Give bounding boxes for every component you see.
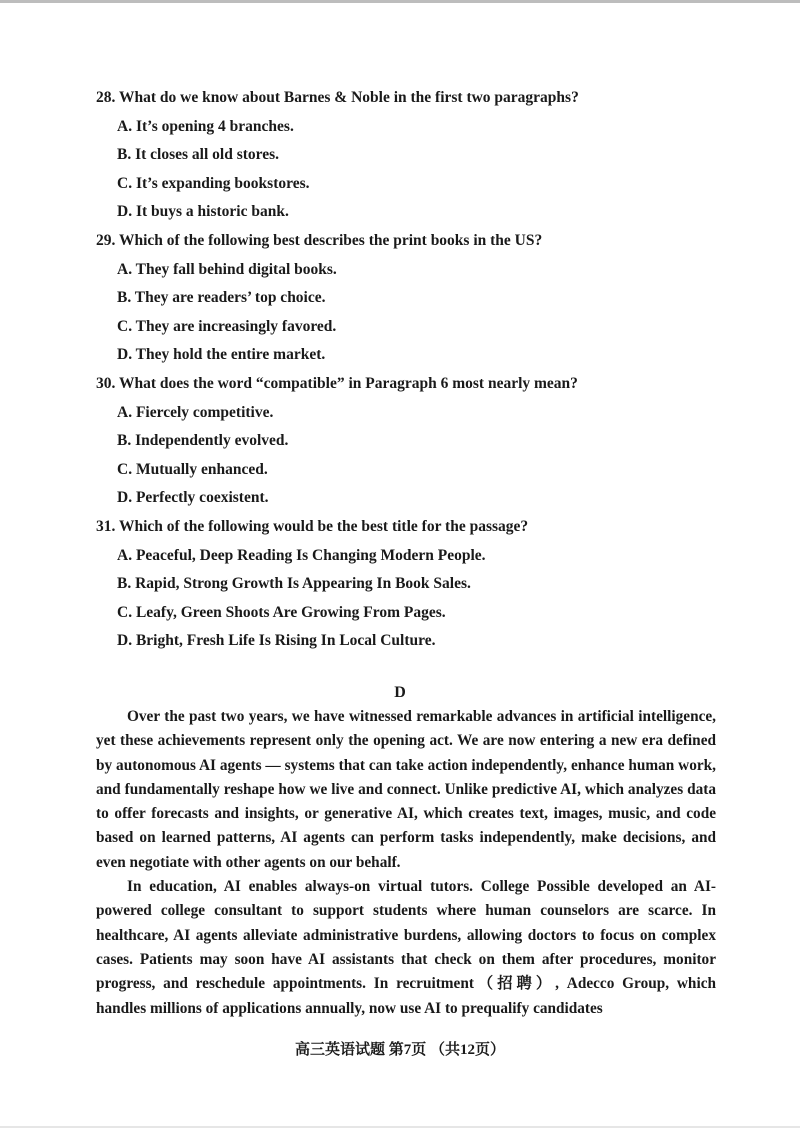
option-a: A. Peaceful, Deep Reading Is Changing Modern People.	[117, 546, 486, 564]
question-stem: 31. Which of the following would be the best title for the passage?	[96, 517, 529, 535]
option-c: C. It’s expanding bookstores.	[117, 174, 310, 192]
bottom-border	[0, 1126, 800, 1128]
option-d: D. Perfectly coexistent.	[117, 489, 269, 507]
top-border	[0, 0, 800, 3]
page-footer: 高三英语试题 第7页 （共12页）	[294, 1042, 505, 1058]
question-29	[96, 227, 756, 370]
option-d: D. They hold the entire market.	[117, 346, 326, 364]
question-stem: 28. What do we know about Barnes & Noble in the first two paragraphs?	[96, 89, 579, 106]
option-d: D. Bright, Fresh Life Is Rising In Local Culture.	[117, 632, 436, 650]
question-28	[96, 84, 756, 227]
option-d: D. It buys a historic bank.	[117, 203, 289, 221]
question-31	[96, 513, 756, 656]
option-c: C. They are increasingly favored.	[117, 317, 337, 335]
option-b: B. They are readers’ top choice.	[117, 289, 326, 307]
option-c: C. Mutually enhanced.	[117, 460, 268, 478]
passage-paragraph: In education, AI enables always-on virtual tutors. College Possible developed an AI-powered college consultant to support students where human counselors are scarce. In healthcare, AI agents alleviate administrative burdens, allowing doctors to focus on complex cases. Patients may soon have AI assistants that check on them after procedures, monitor progress, and reschedule appointments. In recruitment（招聘）, Adecco Group, which handles millions of applications annually, now use AI to prequalify candidates	[96, 878, 716, 1017]
question-list	[96, 84, 756, 656]
option-b: B. It closes all old stores.	[117, 146, 280, 164]
reading-passage	[96, 705, 716, 1021]
option-a: A. They fall behind digital books.	[117, 260, 337, 278]
option-b: B. Independently evolved.	[117, 432, 289, 450]
question-stem: 29. Which of the following best describes the print books in the US?	[96, 231, 543, 249]
question-stem: 30. What does the word “compatible” in Paragraph 6 most nearly mean?	[96, 374, 578, 392]
question-30	[96, 370, 756, 513]
option-a: A. It’s opening 4 branches.	[117, 117, 294, 135]
option-c: C. Leafy, Green Shoots Are Growing From Pages.	[117, 603, 446, 621]
option-a: A. Fiercely competitive.	[117, 403, 274, 421]
section-heading: D	[394, 684, 406, 701]
passage-paragraph: Over the past two years, we have witnessed remarkable advances in artificial intelligence, yet these achievements represent only the opening act. We are now entering a new era defined by autonomous AI agents — systems that can take action independently, enhance human work, and fundamentally reshape how we live and connect. Unlike predictive AI, which analyzes data to offer forecasts and insights, or generative AI, which creates text, images, music, and code based on learned patterns, AI agents can perform tasks independently, make decisions, and even negotiate with other agents on our behalf.	[96, 708, 716, 871]
option-b: B. Rapid, Strong Growth Is Appearing In Book Sales.	[117, 575, 471, 593]
